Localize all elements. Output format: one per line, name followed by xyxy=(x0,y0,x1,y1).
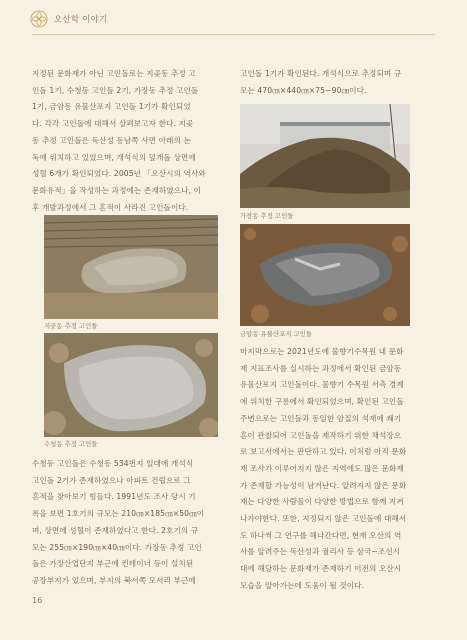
page-number: 16 xyxy=(32,596,43,605)
text-line: 유물산포지 고인돌이다. 물향기 수목원 서측 경계 xyxy=(240,380,404,390)
flower-logo-icon xyxy=(30,10,48,28)
text-line: 사를 알려주는 독산성과 궐리사 등 삼국~조선시 xyxy=(240,547,401,557)
text-line: 에 위치한 구릉에서 확인되었으며, 확인된 고인돌 xyxy=(240,397,404,407)
text-line: 나가야한다. 또한, 지정되지 않은 고인돌에 대해서 xyxy=(240,514,407,524)
col2-top-paragraph xyxy=(240,66,436,99)
text-line: 고인돌 1기가 확인된다. 개석식으로 추정되며 규 xyxy=(240,69,402,78)
text-line: 돌은 가장산업단지 부근에 컨테이너 등이 설치된 xyxy=(32,559,194,569)
text-line: 모는 255㎝×190㎝×40㎝이다. 가장동 추정 고인 xyxy=(32,542,202,552)
text-line: 도 하나씩 그 연구를 해나간다면, 현재 오산의 역 xyxy=(240,530,402,540)
caption-jigot: 지곶동 추정 고인돌 xyxy=(44,322,98,330)
text-line: 재 조사가 이루어지지 않은 지역에도 많은 문화재 xyxy=(240,463,404,473)
sucheong-dolmen-photo xyxy=(44,333,218,437)
caption-geumam: 금암동 유물산포지 고인돌 xyxy=(240,330,312,338)
text-line: 흔이 관찰되어 고인돌을 제작하기 위한 채석장으 xyxy=(240,430,402,440)
col1-top-paragraph xyxy=(32,66,220,216)
text-line: 주변으로는 고인돌과 동일한 암질의 석재에 쐐기 xyxy=(240,413,402,423)
text-line: 성혈 6개가 확인되었다. 2005년 「오산시의 역사와 xyxy=(32,169,206,179)
text-line: 재 지표조사를 실시하는 과정에서 확인된 금암동 xyxy=(240,363,402,373)
text-line: 인돌 1기, 수청동 고인돌 2기, 가장동 추정 고인돌 xyxy=(32,85,199,95)
gajang-dolmen-photo xyxy=(240,104,410,208)
text-line: 록을 보면 1호기의 규모는 210㎝×185㎝×50㎝이 xyxy=(32,509,205,519)
text-line: 지정된 문화재가 아닌 고인돌로는 지곶동 추정 고 xyxy=(32,69,196,78)
text-line: 공장부지가 있으며, 부지의 북서쪽 모서리 부근에 xyxy=(32,575,196,585)
page-header xyxy=(30,10,107,28)
col1-bottom-paragraph xyxy=(32,456,220,590)
text-line: 1기, 금암동 유물산포지 고인돌 1기가 확인되었 xyxy=(32,102,191,112)
text-line: 가 존재할 가능성이 남겨난다. 알려지지 않은 문화 xyxy=(240,480,407,490)
text-line: 둑에 위치하고 있었으며, 개석식의 덮개돌 상면에 xyxy=(32,152,196,162)
text-line: 동 추정 고인돌은 독산성 동남쪽 사면 아래의 논 xyxy=(32,135,191,145)
caption-gajang: 가장동 추정 고인돌 xyxy=(240,212,294,220)
caption-sucheong: 수청동 추정 고인돌 xyxy=(44,440,98,448)
geumam-dolmen-photo xyxy=(240,224,410,326)
text-line: 후 개발과정에서 그 흔적이 사라진 고인돌이다. xyxy=(32,202,189,212)
header-divider xyxy=(32,34,435,35)
text-line: 문화유적」을 작성하는 과정에는 존재하였으나, 이 xyxy=(32,185,201,195)
jigot-dolmen-photo xyxy=(44,215,218,319)
text-line: 수청동 고인돌은 수청동 534번지 일대에 개석식 xyxy=(32,459,194,468)
text-line: 로 보고서에서는 판단하고 있다. 이처럼 아직 문화 xyxy=(240,447,407,457)
text-line: 다. 각각 고인돌에 대해서 살펴보고자 한다. 지곶 xyxy=(32,119,194,129)
col2-bottom-paragraph xyxy=(240,344,436,595)
text-line: 며, 상면에 성혈이 존재하였다고 한다. 2호기의 규 xyxy=(32,525,199,535)
text-line: 재는 다양한 사람들이 다양한 방법으로 함께 지켜 xyxy=(240,497,404,507)
text-line: 흔적을 찾아보기 힘들다. 1991년도 조사 당시 기 xyxy=(32,492,196,502)
text-line: 고인돌 2기가 존재하였으나 아파트 건립으로 그 xyxy=(32,475,191,485)
header-title: 오산학 이야기 xyxy=(54,15,108,25)
text-line: 모습을 알아가는데 도움이 될 것이다. xyxy=(240,580,365,590)
text-line: 모는 470㎝×440㎝×75~90㎝이다. xyxy=(240,85,367,95)
text-line: 대에 해당하는 문화재가 존재하기 이전의 오산시 xyxy=(240,564,402,574)
text-line: 마지막으로는 2021년도에 물향기수목원 내 문화 xyxy=(240,347,404,356)
